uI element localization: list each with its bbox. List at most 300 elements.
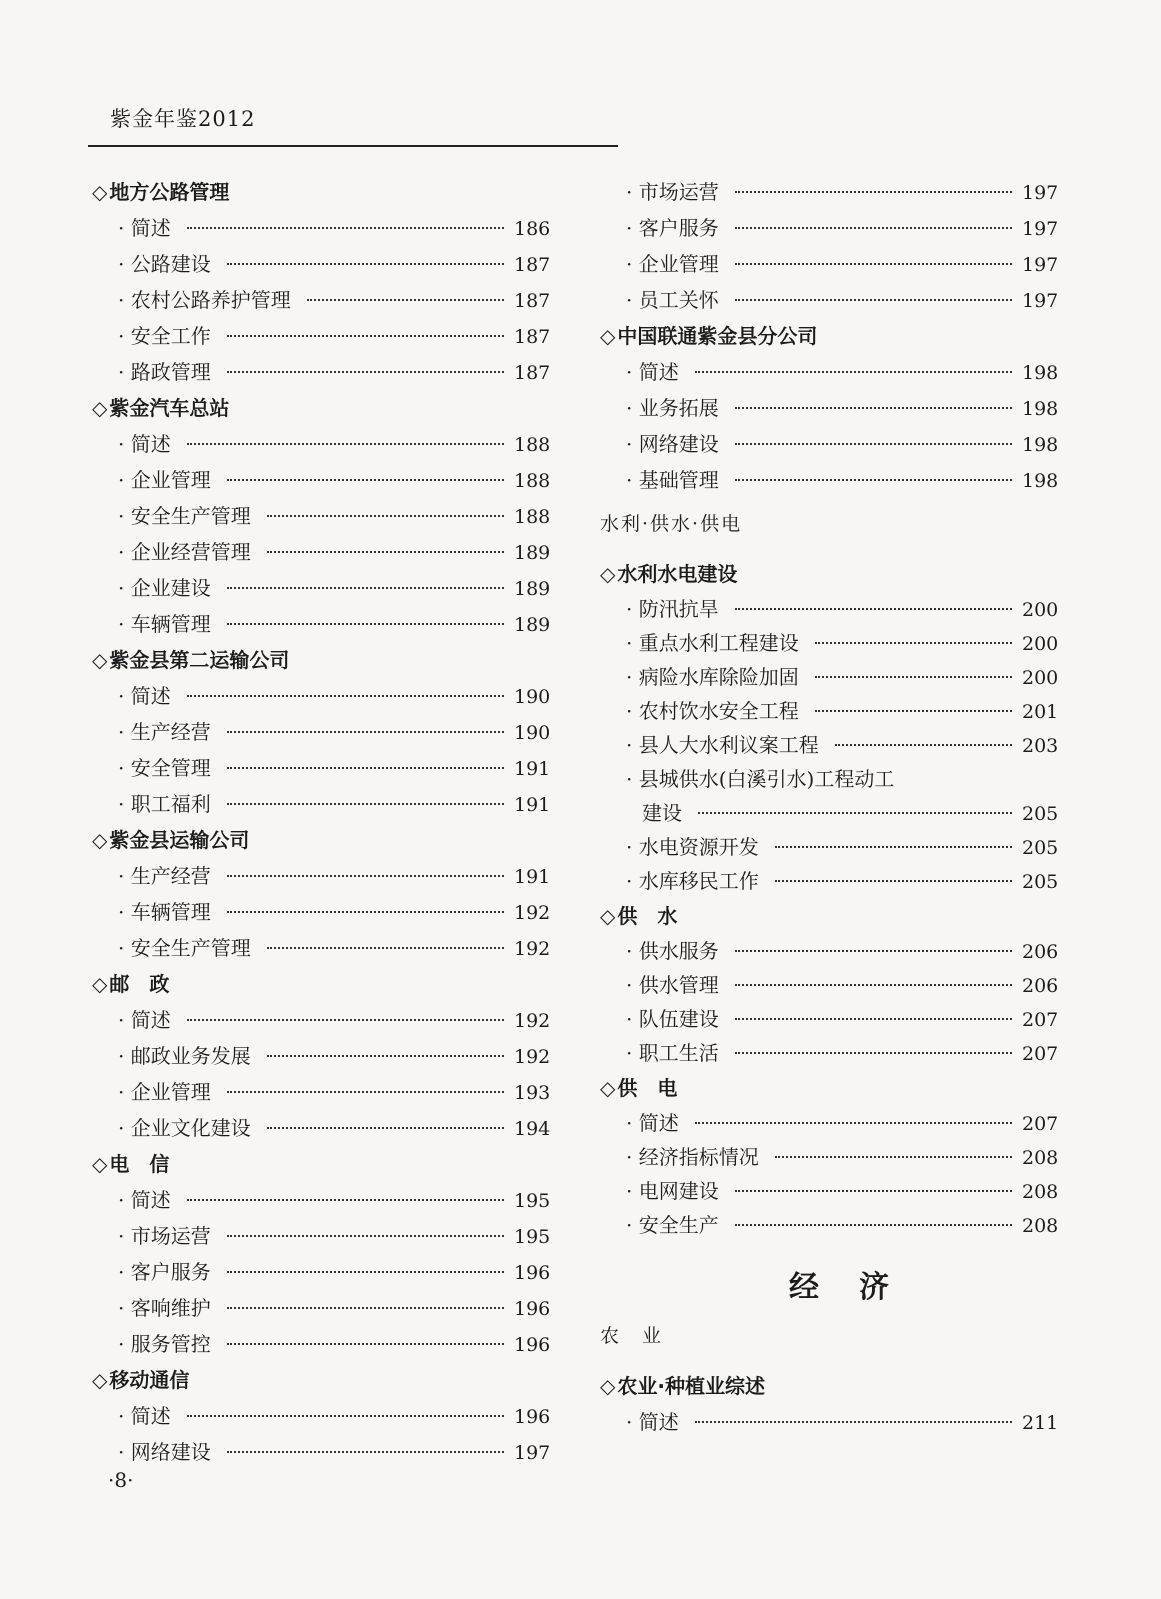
toc-entry — [600, 1404, 1058, 1440]
toc-entry-label: 网络建设 — [638, 432, 719, 456]
toc-section-title: 电 信 — [109, 1152, 170, 1176]
toc-entry — [92, 210, 550, 246]
toc-entry — [92, 1434, 550, 1470]
toc-section — [600, 898, 1058, 934]
toc-entry-title: · 安全工作 — [118, 324, 211, 348]
dot-leader — [227, 1091, 504, 1093]
toc-entry-page: 192 — [514, 1010, 551, 1032]
dot-leader — [227, 479, 504, 481]
toc-entry-label: 企业管理 — [130, 468, 211, 492]
toc-entry — [600, 462, 1058, 498]
toc-entry-label: 服务管控 — [130, 1332, 211, 1356]
toc-entry — [600, 694, 1058, 728]
toc-entry-title: · 安全生产管理 — [118, 504, 251, 528]
toc-entry-page: 187 — [514, 362, 551, 384]
toc-entry-title: · 客户服务 — [626, 216, 719, 240]
toc-entry-title: · 简述 — [118, 432, 171, 456]
dot-leader — [735, 1052, 1012, 1054]
toc-entry-page: 196 — [514, 1334, 551, 1356]
toc-entry-page: 188 — [514, 434, 551, 456]
toc-entry-label: 安全工作 — [130, 324, 211, 348]
toc-entry-label: 简述 — [638, 360, 679, 384]
toc-entry — [600, 934, 1058, 968]
toc-entry-title: · 简述 — [626, 360, 679, 384]
diamond-icon: ◇ — [92, 972, 108, 996]
toc-entry-page: 207 — [1022, 1113, 1059, 1135]
toc-entry-page: 197 — [1022, 218, 1059, 240]
toc-entry-title: · 安全生产管理 — [118, 936, 251, 960]
dot-leader — [735, 984, 1012, 986]
toc-entry-label: 病险水库除险加固 — [638, 665, 799, 689]
toc-entry-page: 208 — [1022, 1181, 1059, 1203]
dot-leader — [227, 875, 504, 877]
diamond-icon: ◇ — [600, 1076, 616, 1100]
toc-entry-label: 简述 — [638, 1410, 679, 1434]
toc-entry-label: 安全生产管理 — [130, 504, 251, 528]
toc-entry-label: 供水服务 — [638, 939, 719, 963]
toc-section-title: 供 水 — [617, 904, 678, 928]
toc-entry-label: 职工福利 — [130, 792, 211, 816]
page-number: ·8· — [108, 1468, 134, 1492]
toc-entry-label: 县人大水利议案工程 — [638, 733, 819, 757]
dot-leader — [187, 1019, 504, 1021]
toc-entry — [600, 830, 1058, 864]
toc-entry — [92, 1326, 550, 1362]
dot-leader — [307, 299, 504, 301]
toc-entry — [600, 354, 1058, 390]
toc-entry — [92, 606, 550, 642]
toc-entry-label: 简述 — [130, 216, 171, 240]
dot-leader — [735, 227, 1012, 229]
toc-entry-page: 196 — [514, 1262, 551, 1284]
dot-leader — [227, 803, 504, 805]
dot-leader — [227, 1271, 504, 1273]
dot-leader — [227, 371, 504, 373]
toc-entry-page: 207 — [1022, 1009, 1059, 1031]
toc-entry-title: · 基础管理 — [626, 468, 719, 492]
toc-entry — [92, 534, 550, 570]
diamond-icon: ◇ — [92, 1368, 108, 1392]
toc-entry-label: 安全生产 — [638, 1213, 719, 1237]
toc-entry — [92, 498, 550, 534]
toc-entry — [92, 246, 550, 282]
toc-entry-title: · 简述 — [118, 216, 171, 240]
toc-entry-title: · 简述 — [118, 1188, 171, 1212]
toc-entry-page: 194 — [514, 1118, 551, 1140]
toc-entry-page: 211 — [1022, 1412, 1059, 1434]
toc-section — [92, 1146, 550, 1182]
dot-leader — [735, 479, 1012, 481]
toc-entry-title: · 车辆管理 — [118, 900, 211, 924]
toc-entry-label: 供水管理 — [638, 973, 719, 997]
toc-entry-page: 190 — [514, 722, 551, 744]
toc-entry-page: 197 — [1022, 254, 1059, 276]
dot-leader — [735, 1190, 1012, 1192]
toc-entry — [600, 174, 1058, 210]
toc-entry-title: · 职工福利 — [118, 792, 211, 816]
toc-entry — [600, 762, 1058, 830]
dot-leader — [735, 1018, 1012, 1020]
toc-entry-title: · 网络建设 — [118, 1440, 211, 1464]
toc-entry-page: 191 — [514, 758, 551, 780]
toc-entry-title: · 农村饮水安全工程 — [626, 699, 799, 723]
toc-entry-title: · 车辆管理 — [118, 612, 211, 636]
diamond-icon: ◇ — [92, 828, 108, 852]
toc-entry-label: 员工关怀 — [638, 288, 719, 312]
toc-entry-page: 206 — [1022, 975, 1059, 997]
toc-entry-label: 安全管理 — [130, 756, 211, 780]
toc-entry-label: 电网建设 — [638, 1179, 719, 1203]
toc-entry-page: 197 — [1022, 182, 1059, 204]
toc-entry-page: 200 — [1022, 599, 1059, 621]
toc-entry — [92, 750, 550, 786]
toc-entry-label: 客户服务 — [638, 216, 719, 240]
toc-entry-label: 队伍建设 — [638, 1007, 719, 1031]
toc-entry — [92, 1038, 550, 1074]
toc-entry-title: · 业务拓展 — [626, 396, 719, 420]
toc-entry-label: 水电资源开发 — [638, 835, 759, 859]
toc-entry-title: · 客响维护 — [118, 1296, 211, 1320]
toc-entry-page: 200 — [1022, 667, 1059, 689]
toc-entry-page: 192 — [514, 1046, 551, 1068]
toc-entry-label: 防汛抗旱 — [638, 597, 719, 621]
toc-entry — [600, 1106, 1058, 1140]
toc-entry — [92, 894, 550, 930]
toc-section — [600, 318, 1058, 354]
dot-leader — [815, 710, 1012, 712]
toc-entry-title: · 防汛抗旱 — [626, 597, 719, 621]
dot-leader — [187, 443, 504, 445]
toc-entry-title: · 安全管理 — [118, 756, 211, 780]
toc-entry-label: 网络建设 — [130, 1440, 211, 1464]
dot-leader — [695, 1421, 1012, 1423]
toc-entry-label: 水库移民工作 — [638, 869, 759, 893]
dot-leader — [695, 371, 1012, 373]
toc-entry — [92, 462, 550, 498]
dot-leader — [815, 642, 1012, 644]
toc-entry-title: · 水电资源开发 — [626, 835, 759, 859]
toc-entry-title: · 企业管理 — [118, 1080, 211, 1104]
toc-entry — [92, 1218, 550, 1254]
toc-entry-label: 业务拓展 — [638, 396, 719, 420]
toc-entry-label: 简述 — [130, 1008, 171, 1032]
toc-entry-label: 生产经营 — [130, 720, 211, 744]
toc-entry-page: 198 — [1022, 470, 1059, 492]
toc-entry-title: · 队伍建设 — [626, 1007, 719, 1031]
dot-leader — [187, 695, 504, 697]
toc-entry-label: 客户服务 — [130, 1260, 211, 1284]
toc-entry — [600, 626, 1058, 660]
dot-leader — [227, 767, 504, 769]
toc-entry-page: 200 — [1022, 633, 1059, 655]
toc-section — [92, 174, 550, 210]
toc-entry-title: · 员工关怀 — [626, 288, 719, 312]
toc-entry-label: 经济指标情况 — [638, 1145, 759, 1169]
dot-leader — [187, 227, 504, 229]
toc-entry-label: 简述 — [130, 1188, 171, 1212]
dot-leader — [735, 299, 1012, 301]
running-header: 紫金年鉴2012 — [110, 107, 256, 131]
dot-leader — [735, 950, 1012, 952]
toc-entry — [92, 678, 550, 714]
diamond-icon: ◇ — [600, 1374, 616, 1398]
toc-entry-title: · 简述 — [118, 684, 171, 708]
toc-left-column — [92, 174, 550, 1470]
toc-entry-title: · 企业管理 — [118, 468, 211, 492]
toc-entry-title: · 市场运营 — [626, 180, 719, 204]
toc-entry-page: 205 — [1022, 871, 1059, 893]
dot-leader — [227, 1235, 504, 1237]
toc-entry-title: · 县城供水(白溪引水)工程动工 — [626, 767, 895, 791]
toc-entry-title: · 简述 — [118, 1404, 171, 1428]
toc-entry-title: · 农村公路养护管理 — [118, 288, 291, 312]
dot-leader — [227, 263, 504, 265]
toc-entry-title: · 企业管理 — [626, 252, 719, 276]
toc-category: 水利·供水·供电 — [600, 513, 743, 535]
toc-entry-label: 职工生活 — [638, 1041, 719, 1065]
toc-section-title: 紫金汽车总站 — [109, 396, 230, 420]
diamond-icon: ◇ — [92, 1152, 108, 1176]
toc-entry-label: 企业文化建设 — [130, 1116, 251, 1140]
toc-entry — [92, 318, 550, 354]
toc-entry — [92, 1182, 550, 1218]
toc-entry — [600, 246, 1058, 282]
dot-leader — [267, 947, 504, 949]
dot-leader — [187, 1199, 504, 1201]
toc-entry-label: 市场运营 — [638, 180, 719, 204]
diamond-icon: ◇ — [92, 396, 108, 420]
toc-entry — [600, 1174, 1058, 1208]
toc-entry-title: · 简述 — [118, 1008, 171, 1032]
toc-entry-title: · 企业文化建设 — [118, 1116, 251, 1140]
toc-section — [92, 642, 550, 678]
toc-entry — [600, 426, 1058, 462]
toc-entry-page: 191 — [514, 866, 551, 888]
toc-entry — [92, 570, 550, 606]
toc-entry-title: · 公路建设 — [118, 252, 211, 276]
dot-leader — [735, 191, 1012, 193]
toc-entry-title: · 企业建设 — [118, 576, 211, 600]
toc-entry-title: · 邮政业务发展 — [118, 1044, 251, 1068]
toc-entry — [92, 1254, 550, 1290]
toc-entry — [92, 786, 550, 822]
toc-section-title: 农业·种植业综述 — [617, 1374, 765, 1398]
diamond-icon: ◇ — [600, 904, 616, 928]
toc-entry — [600, 968, 1058, 1002]
dot-leader — [735, 608, 1012, 610]
dot-leader — [775, 880, 1012, 882]
toc-entry-page: 208 — [1022, 1215, 1059, 1237]
toc-entry — [92, 1074, 550, 1110]
toc-entry-title: · 路政管理 — [118, 360, 211, 384]
toc-entry — [600, 728, 1058, 762]
toc-entry — [600, 1002, 1058, 1036]
toc-entry-page: 197 — [1022, 290, 1059, 312]
toc-entry — [92, 930, 550, 966]
toc-entry-label: 市场运营 — [130, 1224, 211, 1248]
toc-entry-label: 路政管理 — [130, 360, 211, 384]
dot-leader — [267, 1055, 504, 1057]
toc-entry-page: 207 — [1022, 1043, 1059, 1065]
toc-entry — [92, 426, 550, 462]
toc-entry — [92, 1110, 550, 1146]
toc-entry-title: · 供水管理 — [626, 973, 719, 997]
toc-section — [92, 1362, 550, 1398]
toc-entry-title: · 客户服务 — [118, 1260, 211, 1284]
dot-leader — [267, 1127, 504, 1129]
toc-section — [600, 556, 1058, 592]
toc-entry — [600, 282, 1058, 318]
toc-entry-label: 公路建设 — [130, 252, 211, 276]
toc-right-column — [600, 174, 1058, 1440]
toc-entry-continuation — [626, 796, 1058, 830]
toc-entry-page: 189 — [514, 542, 551, 564]
toc-entry-title: · 水库移民工作 — [626, 869, 759, 893]
dot-leader — [267, 551, 504, 553]
toc-entry-label: 重点水利工程建设 — [638, 631, 799, 655]
dot-leader — [227, 911, 504, 913]
toc-entry — [600, 390, 1058, 426]
toc-entry-label: 车辆管理 — [130, 612, 211, 636]
dot-leader — [735, 263, 1012, 265]
toc-entry-label: 简述 — [130, 684, 171, 708]
toc-section — [600, 1368, 1058, 1404]
toc-entry-page: 192 — [514, 902, 551, 924]
diamond-icon: ◇ — [600, 562, 616, 586]
dot-leader — [227, 731, 504, 733]
toc-entry-page: 205 — [1022, 837, 1059, 859]
toc-section — [92, 390, 550, 426]
toc-entry-page: 198 — [1022, 434, 1059, 456]
toc-entry-page: 195 — [514, 1226, 551, 1248]
toc-entry-title: · 简述 — [626, 1410, 679, 1434]
toc-section-title: 移动通信 — [109, 1368, 190, 1392]
toc-entry — [92, 858, 550, 894]
toc-entry-page: 197 — [514, 1442, 551, 1464]
toc-entry-label: 简述 — [130, 1404, 171, 1428]
diamond-icon: ◇ — [92, 180, 108, 204]
toc-category: 农 业 — [600, 1325, 664, 1347]
toc-entry-page: 189 — [514, 614, 551, 636]
toc-part-title: 经济 — [789, 1270, 929, 1305]
toc-entry-title: · 安全生产 — [626, 1213, 719, 1237]
toc-section-title: 供 电 — [617, 1076, 678, 1100]
toc-entry-label: 企业经营管理 — [130, 540, 251, 564]
toc-entry-title: · 经济指标情况 — [626, 1145, 759, 1169]
toc-section-title: 水利水电建设 — [617, 562, 738, 586]
diamond-icon: ◇ — [92, 648, 108, 672]
dot-leader — [735, 1224, 1012, 1226]
toc-section-title: 地方公路管理 — [109, 180, 230, 204]
toc-entry-label: 企业建设 — [130, 576, 211, 600]
toc-entry-title: · 县人大水利议案工程 — [626, 733, 819, 757]
dot-leader — [698, 812, 1012, 814]
toc-entry-label: 简述 — [638, 1111, 679, 1135]
toc-entry — [600, 1036, 1058, 1070]
dot-leader — [735, 407, 1012, 409]
toc-entry-label: 生产经营 — [130, 864, 211, 888]
dot-leader — [227, 1451, 504, 1453]
toc-entry-page: 187 — [514, 254, 551, 276]
dot-leader — [227, 335, 504, 337]
toc-entry-page: 191 — [514, 794, 551, 816]
toc-entry-page: 196 — [514, 1298, 551, 1320]
toc-entry-label: 安全生产管理 — [130, 936, 251, 960]
toc-entry-page: 187 — [514, 326, 551, 348]
toc-section — [92, 822, 550, 858]
toc-entry-page: 201 — [1022, 701, 1059, 723]
toc-entry-title: · 职工生活 — [626, 1041, 719, 1065]
toc-entry — [600, 592, 1058, 626]
toc-entry-page: 208 — [1022, 1147, 1059, 1169]
dot-leader — [775, 846, 1012, 848]
toc-section — [92, 966, 550, 1002]
dot-leader — [227, 623, 504, 625]
toc-entry-title: · 生产经营 — [118, 864, 211, 888]
toc-entry-title: · 重点水利工程建设 — [626, 631, 799, 655]
toc-entry — [92, 1002, 550, 1038]
toc-entry-label: 企业管理 — [130, 1080, 211, 1104]
toc-entry-label: 县城供水(白溪引水)工程动工 — [638, 767, 895, 791]
toc-entry-page: 205 — [1022, 803, 1059, 825]
toc-entry-title: · 供水服务 — [626, 939, 719, 963]
toc-entry-title: · 企业经营管理 — [118, 540, 251, 564]
toc-entry-title: · 市场运营 — [118, 1224, 211, 1248]
dot-leader — [227, 587, 504, 589]
header-rule — [88, 145, 618, 147]
toc-entry-title: · 电网建设 — [626, 1179, 719, 1203]
toc-entry — [92, 1398, 550, 1434]
toc-entry-page: 192 — [514, 938, 551, 960]
toc-entry-label: 客响维护 — [130, 1296, 211, 1320]
dot-leader — [227, 1343, 504, 1345]
toc-entry-page: 198 — [1022, 398, 1059, 420]
toc-section-title: 中国联通紫金县分公司 — [617, 324, 818, 348]
toc-entry — [600, 210, 1058, 246]
toc-entry-title: · 服务管控 — [118, 1332, 211, 1356]
dot-leader — [835, 744, 1012, 746]
toc-entry — [600, 1208, 1058, 1242]
dot-leader — [227, 1307, 504, 1309]
toc-entry-page: 187 — [514, 290, 551, 312]
toc-entry-label: 农村公路养护管理 — [130, 288, 291, 312]
dot-leader — [815, 676, 1012, 678]
toc-entry — [92, 282, 550, 318]
toc-section-title: 紫金县第二运输公司 — [109, 648, 290, 672]
toc-entry — [92, 714, 550, 750]
toc-section-title: 邮 政 — [109, 972, 170, 996]
toc-entry-page: 203 — [1022, 735, 1059, 757]
toc-section — [600, 1070, 1058, 1106]
toc-entry-label: 建设 — [642, 801, 682, 825]
toc-entry-title: · 简述 — [626, 1111, 679, 1135]
toc-entry-page: 195 — [514, 1190, 551, 1212]
dot-leader — [267, 515, 504, 517]
dot-leader — [695, 1122, 1012, 1124]
dot-leader — [735, 443, 1012, 445]
diamond-icon: ◇ — [600, 324, 616, 348]
toc-entry-page: 186 — [514, 218, 551, 240]
toc-entry — [600, 1140, 1058, 1174]
toc-entry-label: 基础管理 — [638, 468, 719, 492]
toc-entry — [92, 354, 550, 390]
toc-entry-title: · 生产经营 — [118, 720, 211, 744]
toc-entry-title: · 网络建设 — [626, 432, 719, 456]
dot-leader — [187, 1415, 504, 1417]
toc-entry-page: 198 — [1022, 362, 1059, 384]
toc-entry-page: 206 — [1022, 941, 1059, 963]
toc-entry-page: 190 — [514, 686, 551, 708]
